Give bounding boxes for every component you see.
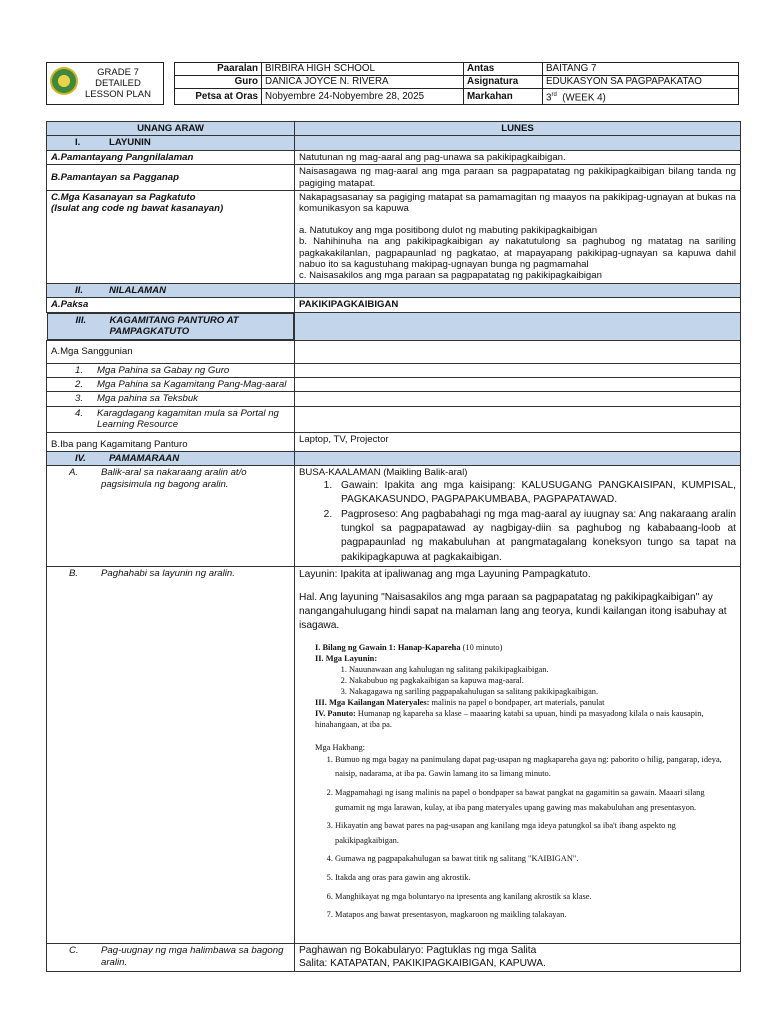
activity-panuto: IV. Panuto: Humanap ng kapareha sa klase – maaaring katabi sa upuan, hindi pa masyadong kilala o nais kausapin, hinahangaan, at iba pa. <box>315 708 704 729</box>
ref-item-4: 4. Karagdagang kagamitan mula sa Portal ng Learning Resource <box>47 406 295 432</box>
col-header-day: UNANG ARAW <box>47 122 295 136</box>
section-layunin: I. LAYUNIN <box>47 136 295 150</box>
activity-sheet <box>299 634 736 923</box>
step-a-item-2: 2. Pagproseso: Ang pagbabahagi ng mga mag-aaral ay iuugnay sa: Ang nakaraang aralin tungkol sa pagpapatawad ay nagbigay-diin sa paghubog ng kababaang-loob at pagpapaunlad ng makabuluhan at pangmatagalang koneksyon tungo sa tapat na pakikipagkapuwa at pagkakaibigan. <box>335 508 736 566</box>
guro-value: DANICA JOYCE N. RIVERA <box>262 76 464 89</box>
step-b-label: B. Paghahabi sa layunin ng aralin. <box>47 567 295 944</box>
pamantayan-pagganap-label: B.Pamantayan sa Pagganap <box>47 165 295 191</box>
asignatura-value: EDUKASYON SA PAGPAPAKATAO <box>543 76 739 89</box>
step-a-label: A. Balik-aral sa nakaraang aralin at/o pagsisimula ng bagong aralin. <box>47 466 295 567</box>
ref-item-3: 3. Mga pahina sa Teksbuk <box>47 392 295 406</box>
step-b-content: Layunin: Ipakita at ipaliwanag ang mga Layuning Pampagkatuto. Hal. Ang layuning "Naisasakilos ang mga paraan sa pagpapatatag ng pakikipagkaibigan" ay nangangahulugang hindi sapat na malaman lang ang teorya, kundi kailangan itong isabuhay at isagawa. I. Bilang ng Gawain 1: Hanap-Kapareha (10 minuto) II. Mga Layunin: 1. Nauunawaan ang kahulugan ng salitang pakikipagkaibigan. 2. Nakabubuo ng pagkakaibigan sa kapuwa mag-aaral. 3. Nakagagawa ng sariling pagpapakahulugan sa salitang pakikipagkaibigan. III. Mga Kailangan Materyales: malinis na papel o bondpaper, art materials, panulat IV. Panuto: Humanap ng kapareha sa klase – maaaring katabi sa upuan, hindi pa masyadong kilala o nais kausapin, hinahangaan, at iba pa. Mga Hakbang: 1. Bumuo ng mga bagay na panimulang dapat pag-usapan ng magkapareha gaya ng: paborito o hilig, pangarap, ideya, naisip, nadarama, at iba pa. Gawin lamang ito sa limang minuto. 2. Magpamahagi ng isang malinis na papel o bondpaper sa bawat pangkat na gagamitin sa gawain. Maaari silang gumamit ng mga larawan, kulay, at iba pang materyales upang gawing mas makabuluhan ang presentasyon. 3. Hikayatin ang bawat pares na pag-usapan ang kanilang mga ideya patungkol sa iba't ibang aspekto ng pakikipagkaibigan. 4. Gumawa ng pagpapakahulugan sa bawat titik ng salitang "KAIBIGAN". 5. Itakda ang oras para gawin ang akrostik. 6. Manghikayat ng mga boluntaryo na ipresenta ang kanilang akrostik sa klase. 7. Matapos ang bawat presentasyon, magkaroon ng maikling talakayan. <box>295 567 741 944</box>
grade-line1: GRADE 7 <box>97 67 139 79</box>
grade-line2: DETAILED <box>95 78 141 90</box>
kasanayan-value: Nakapagsasanay sa pagiging matapat sa pamamagitan ng maayos na pakikipag-ugnayan at bukas na komunikasyon sa kapuwa a. Natutukoy ang mga positibong dulot ng mabuting pakikipagkaibigan b. Nahihinuha na ang pakikipagkaibigan ay nakatutulong sa paghubog ng matatag na sariling pagkakakilanlan, pagpapaunlad ng pagkatao, at mapayapang pakikipag-ugnayan sa kapuwa dahil nabuo ito sa kagustuhang makipag-ugnayan bunga ng pagmamahal c. Naisasakilos ang mga paraan sa pagpapatatag ng pakikipagkaibigan <box>295 191 741 284</box>
header-table <box>46 62 739 105</box>
activity-objectives-title: II. Mga Layunin: <box>315 653 378 663</box>
section-kagamitan: III. KAGAMITANG PANTURO AT PAMPAGKATUTO <box>47 313 295 340</box>
paaralan-label: Paaralan <box>175 63 262 76</box>
iba-pang-kagamitan-label: B.Iba pang Kagamitang Panturo <box>47 432 295 451</box>
iba-pang-kagamitan-value: Laptop, TV, Projector <box>295 432 741 451</box>
sanggunian-label: A.Mga Sanggunian <box>47 340 295 363</box>
paaralan-value: BIRBIRA HIGH SCHOOL <box>262 63 464 76</box>
lesson-plan-table <box>46 121 741 972</box>
petsa-label: Petsa at Oras <box>175 89 262 105</box>
ref-item-1: 1. Mga Pahina sa Gabay ng Guro <box>47 363 295 377</box>
pamantayang-pangnilalaman-label: A.Pamantayang Pangnilalaman <box>47 150 295 164</box>
pamantayang-pangnilalaman-value: Natutunan ng mag-aaral ang pag-unawa sa pakikipagkaibigan. <box>295 150 741 164</box>
paksa-label: A.Paksa <box>47 298 295 312</box>
activity-objectives: 1. Nauunawaan ang kahulugan ng salitang pakikipagkaibigan. 2. Nakabubuo ng pagkakaibigan sa kapuwa mag-aaral. 3. Nakagagawa ng sariling pagpapakahulugan sa salitang pakikipagkaibigan. <box>315 664 736 697</box>
pamantayan-pagganap-value: Naisasagawa ng mag-aaral ang mga paraan sa pagpapatatag ng pakikipagkaibigan bilang tanda ng pagiging matapat. <box>295 165 741 191</box>
guro-label: Guro <box>175 76 262 89</box>
activity-steps-title: Mga Hakbang: <box>315 742 366 752</box>
antas-value: BAITANG 7 <box>543 63 739 76</box>
activity-steps: 1. Bumuo ng mga bagay na panimulang dapat pag-usapan ng magkapareha gaya ng: paborito o hilig, pangarap, ideya, naisip, nadarama, at iba pa. Gawin lamang ito sa limang minuto. 2. Magpamahagi ng isang malinis na papel o bondpaper sa bawat pangkat na gagamitin sa gawain. Maaari silang gumamit ng mga larawan, kulay, at iba pang materyales upang gawing mas makabuluhan ang presentasyon. 3. Hikayatin ang bawat pares na pag-usapan ang kanilang mga ideya patungkol sa iba't ibang aspekto ng pakikipagkaibigan. 4. Gumawa ng pagpapakahulugan sa bawat titik ng salitang "KAIBIGAN". 5. Itakda ang oras para gawin ang akrostik. 6. Manghikayat ng mga boluntaryo na ipresenta ang kanilang akrostik sa klase. 7. Matapos ang bawat presentasyon, magkaroon ng maikling talakayan. <box>315 753 736 923</box>
grade-line3: LESSON PLAN <box>85 89 151 101</box>
section-nilalaman: II. NILALAMAN <box>47 283 295 297</box>
asignatura-label: Asignatura <box>464 76 543 89</box>
activity-title: I. Bilang ng Gawain 1: Hanap-Kapareha (10 minuto) <box>315 642 503 652</box>
kasanayan-label: C.Mga Kasanayan sa Pagkatuto (Isulat ang code ng bawat kasanayan) <box>47 191 295 284</box>
section-pamamaraan: IV. PAMAMARAAN <box>47 451 295 465</box>
petsa-value: Nobyembre 24-Nobyembre 28, 2025 <box>262 89 464 105</box>
paksa-value: PAKIKIPAGKAIBIGAN <box>295 298 741 312</box>
grade-cell <box>47 63 164 105</box>
col-header-lunes: LUNES <box>295 122 741 136</box>
step-a-content: BUSA-KAALAMAN (Maikling Balik-aral) 1. Gawain: Ipakita ang mga kaisipang: KALUSUGANG PANGKAISIPAN, KUMPISAL, PAGKAKASUNDO, PAGPAPAKUMBABA, PAGPAPATAWAD. 2. Pagproseso: Ang pagbabahagi ng mga mag-aaral ay iuugnay sa: Ang nakaraang aralin tungkol sa pagpapatawad ay nagbigay-diin sa paghubog ng kababaang-loob at pagpapaunlad ng makabuluhan at pangmatagalang koneksyon tungo sa tapat na pakikipagkapuwa at pagkakaibigan. <box>295 466 741 567</box>
step-c-content: Paghawan ng Bokabularyo: Pagtuklas ng mga Salita Salita: KATAPATAN, PAKIKIPAGKAIBIGAN, KAPUWA. <box>295 944 741 972</box>
ref-item-2: 2. Mga Pahina sa Kagamitang Pang-Mag-aaral <box>47 377 295 391</box>
markahan-label: Markahan <box>464 89 543 105</box>
antas-label: Antas <box>464 63 543 76</box>
activity-materials: III. Mga Kailangan Materyales: malinis na papel o bondpaper, art materials, panulat <box>315 697 605 707</box>
step-a-item-1: 1. Gawain: Ipakita ang mga kaisipang: KALUSUGANG PANGKAISIPAN, KUMPISAL, PAGKAKASUNDO, PAGPAPAKUMBABA, PAGPAPATAWAD. <box>335 479 736 508</box>
markahan-value: 3rd (WEEK 4) <box>543 89 739 105</box>
school-seal-icon <box>50 67 78 95</box>
step-c-label: C. Pag-uugnay ng mga halimbawa sa bagong aralin. <box>47 944 295 972</box>
